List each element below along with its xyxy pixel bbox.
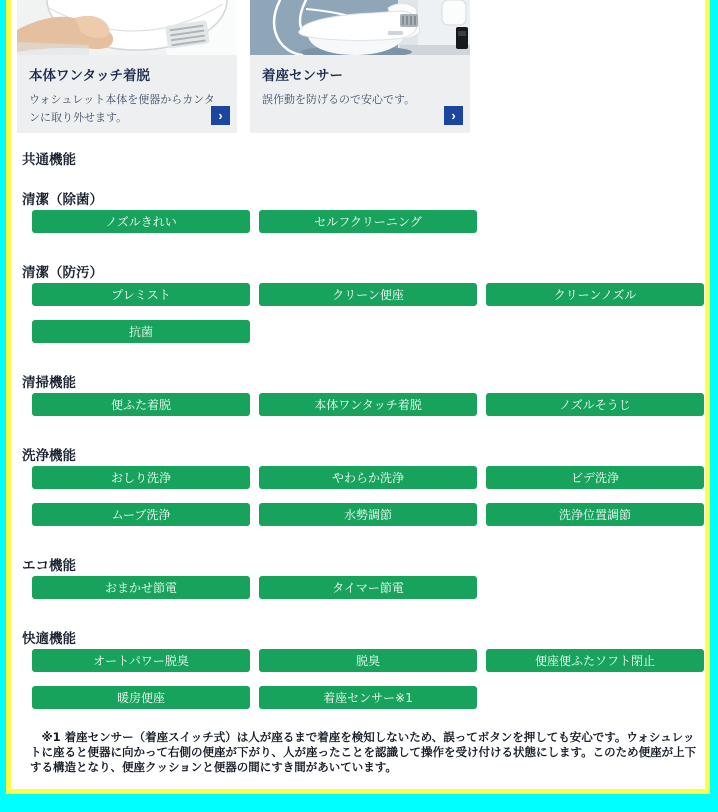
common-features-heading: 共通機能 — [22, 152, 76, 168]
card-description: ウォシュレット本体を便器からカンタンに取り外せます。 — [29, 93, 215, 124]
card-title: 着座センサー — [262, 68, 343, 84]
feature-card-seat-sensor[interactable] — [250, 0, 470, 133]
feature-button[interactable]: ノズルきれい — [32, 210, 250, 233]
feature-card-onetouch-detach[interactable] — [17, 0, 237, 133]
hand-lid-photo-illustration — [17, 0, 237, 55]
section-heading: 清潔（防汚） — [22, 265, 103, 281]
feature-button[interactable]: ムーブ洗浄 — [32, 503, 250, 526]
feature-section — [22, 627, 705, 709]
card-image-seat-sensor — [250, 0, 470, 55]
section-heading: 洗浄機能 — [22, 448, 76, 464]
feature-button[interactable]: ビデ洗浄 — [486, 466, 704, 489]
feature-button[interactable]: ノズルそうじ — [486, 393, 704, 416]
feature-button[interactable]: 便座便ふたソフト閉止 — [486, 649, 704, 672]
feature-button[interactable]: やわらか洗浄 — [259, 466, 477, 489]
section-heading: エコ機能 — [22, 558, 76, 574]
chevron-right-icon: › — [218, 108, 223, 123]
card-arrow-button[interactable] — [211, 106, 230, 125]
toilet-photo-illustration — [250, 0, 470, 55]
card-body — [250, 55, 470, 133]
card-description: 誤作動を防げるので安心です。 — [262, 93, 416, 106]
section-heading: 清潔（除菌） — [22, 192, 103, 208]
feature-section — [22, 188, 705, 233]
card-image-onetouch-detach — [17, 0, 237, 55]
feature-button-grid — [32, 649, 705, 709]
feature-button[interactable]: 便ふた着脱 — [32, 393, 250, 416]
card-arrow-button[interactable] — [444, 106, 463, 125]
feature-button[interactable]: 着座センサー※1 — [259, 686, 477, 709]
feature-button[interactable]: 脱臭 — [259, 649, 477, 672]
feature-button-grid — [32, 210, 705, 233]
feature-button[interactable]: 洗浄位置調節 — [486, 503, 704, 526]
footnote-seat-sensor: ※1 着座センサー（着座スイッチ式）は人が座るまで着座を検知しないため、誤ってボタンを押しても安心です。ウォシュレットに座ると便器に向かって右側の便座が下がり、人が座ったことを認識して操作を受け付ける状態にします。このため便座が上下する構造となり、便座クッションと便器の間にすき間があいています。 — [30, 730, 697, 774]
feature-button[interactable]: セルフクリーニング — [259, 210, 477, 233]
chevron-right-icon: › — [451, 108, 456, 123]
feature-button[interactable]: プレミスト — [32, 283, 250, 306]
feature-button[interactable]: オートパワー脱臭 — [32, 649, 250, 672]
feature-button[interactable]: おしり洗浄 — [32, 466, 250, 489]
feature-button-grid — [32, 466, 705, 526]
card-title: 本体ワンタッチ着脱 — [29, 68, 150, 84]
feature-button[interactable]: おまかせ節電 — [32, 576, 250, 599]
feature-button[interactable]: 暖房便座 — [32, 686, 250, 709]
feature-button[interactable]: 抗菌 — [32, 320, 250, 343]
feature-button[interactable]: クリーン便座 — [259, 283, 477, 306]
feature-button[interactable]: 本体ワンタッチ着脱 — [259, 393, 477, 416]
feature-button[interactable]: 水勢調節 — [259, 503, 477, 526]
feature-button-grid — [32, 283, 705, 343]
content-box — [6, 0, 710, 794]
feature-button[interactable]: クリーンノズル — [486, 283, 704, 306]
feature-button[interactable]: タイマー節電 — [259, 576, 477, 599]
feature-cards — [17, 0, 705, 133]
feature-button-grid — [32, 393, 705, 416]
feature-section — [22, 554, 705, 599]
feature-section — [22, 444, 705, 526]
feature-section — [22, 371, 705, 416]
section-heading: 快適機能 — [22, 631, 76, 647]
feature-button-grid — [32, 576, 705, 599]
card-body — [17, 55, 237, 133]
feature-sections — [22, 188, 705, 709]
feature-section — [22, 261, 705, 343]
section-heading: 清掃機能 — [22, 375, 76, 391]
